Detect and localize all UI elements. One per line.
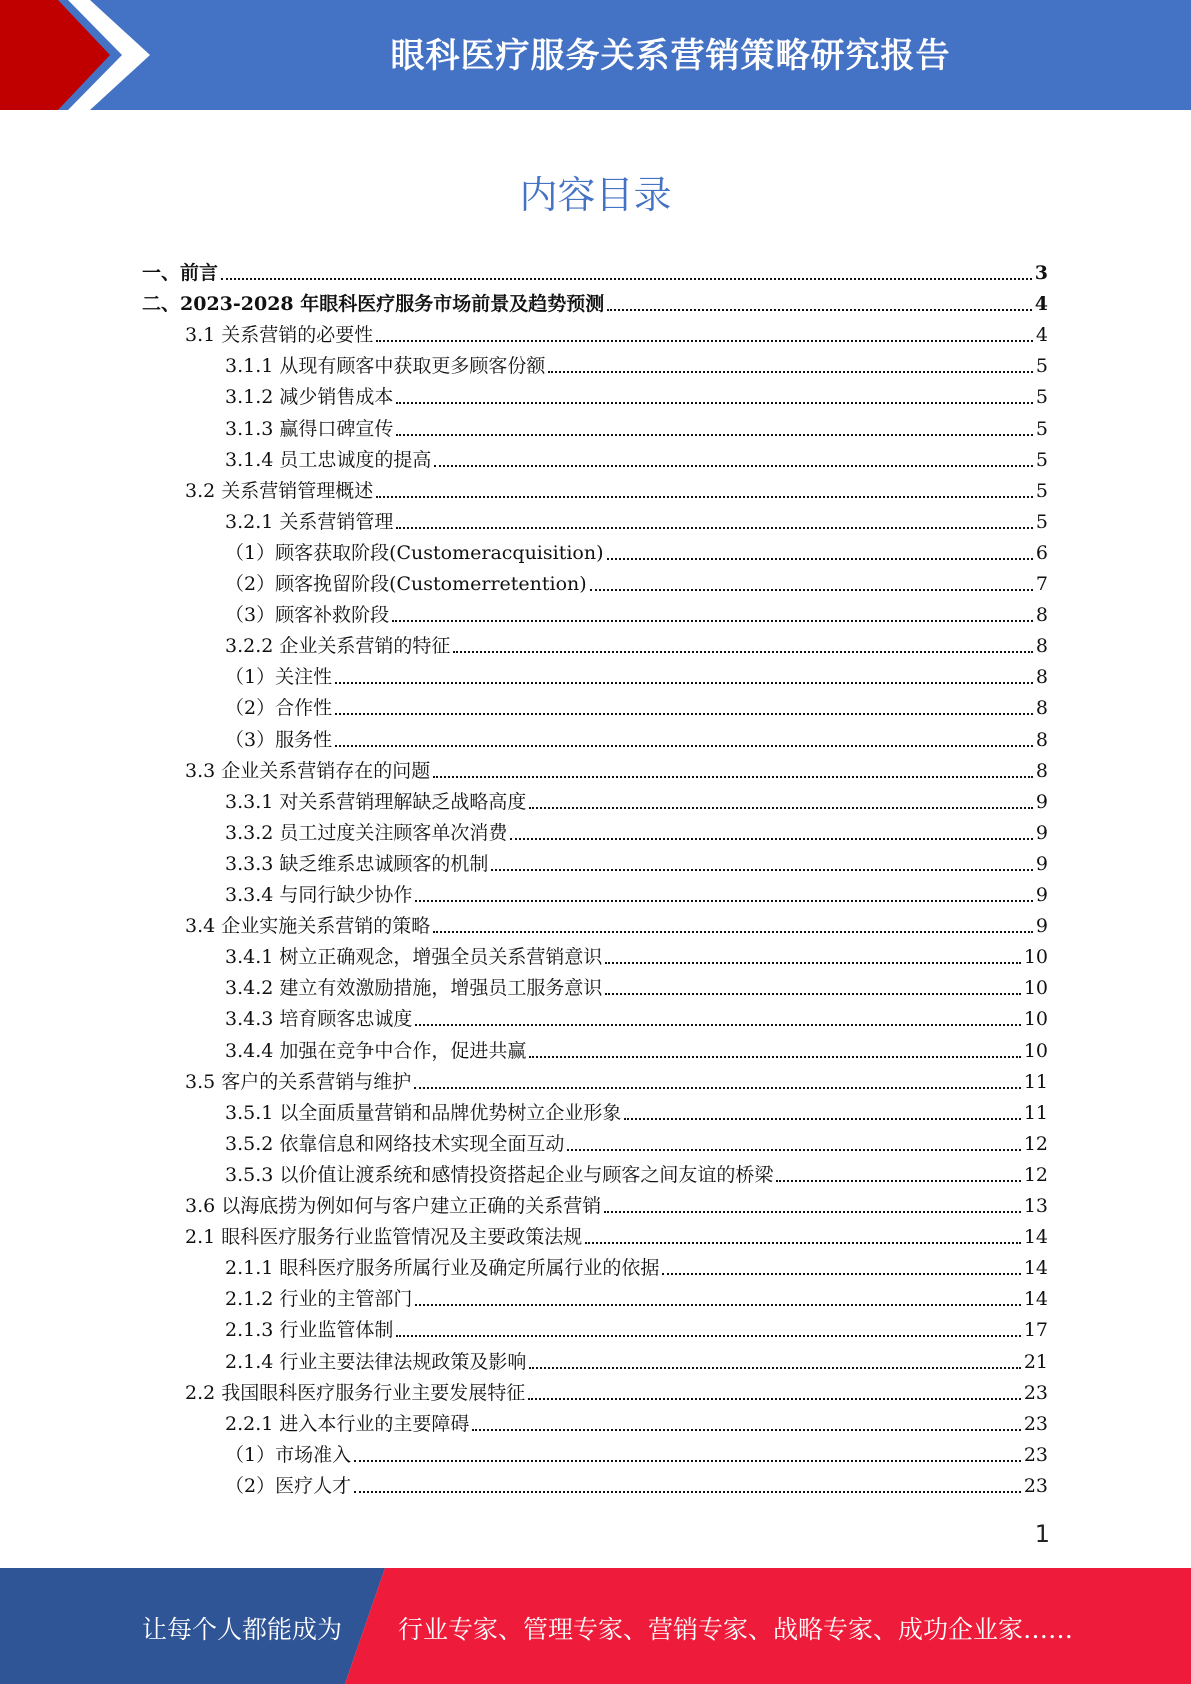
- toc-entry-page: 6: [1035, 541, 1048, 564]
- toc-entry-page: 14: [1023, 1226, 1048, 1249]
- toc-dot-leader: [396, 412, 1033, 436]
- toc-dot-leader: [605, 940, 1020, 964]
- toc-entry-page: 9: [1035, 790, 1048, 813]
- toc-entry[interactable]: [225, 626, 1048, 657]
- toc-entry[interactable]: [225, 1124, 1048, 1155]
- toc-dot-leader: [607, 536, 1033, 560]
- toc-dot-leader: [335, 723, 1033, 747]
- toc-entry-page: 10: [1023, 1008, 1048, 1031]
- toc-dot-leader: [396, 1313, 1020, 1337]
- toc-dot-leader: [415, 1002, 1020, 1026]
- toc-entry-label: 2.1.3 行业监管体制: [225, 1319, 396, 1341]
- toc-entry-label: 3.3.2 员工过度关注顾客单次消费: [225, 822, 510, 844]
- toc-entry[interactable]: [225, 1404, 1048, 1435]
- toc-entry-label: 3.2 关系营销管理概述: [185, 480, 376, 502]
- toc-entry-page: 12: [1023, 1132, 1048, 1155]
- toc-entry[interactable]: [225, 1342, 1048, 1373]
- toc-entry[interactable]: [225, 1093, 1048, 1124]
- toc-dot-leader: [392, 598, 1033, 622]
- toc-entry-page: 9: [1035, 852, 1048, 875]
- toc-entry-label: 2.2.1 进入本行业的主要障碍: [225, 1413, 472, 1435]
- footer-slogan-right: 行业专家、管理专家、营销专家、战略专家、成功企业家……: [398, 1615, 1074, 1644]
- toc-dot-leader: [607, 287, 1032, 311]
- toc-entry-page: 21: [1023, 1350, 1048, 1373]
- toc-entry-label: 3.3.4 与同行缺少协作: [225, 884, 415, 906]
- toc-entry-label: 二、2023-2028 年眼科医疗服务市场前景及趋势预测: [142, 293, 607, 315]
- toc-dot-leader: [491, 847, 1033, 871]
- toc-dot-leader: [335, 691, 1033, 715]
- toc-entry-label: 2.1.2 行业的主管部门: [225, 1288, 415, 1310]
- toc-entry[interactable]: [185, 906, 1048, 937]
- toc-entry[interactable]: [225, 1466, 1048, 1497]
- toc-dot-leader: [354, 1469, 1021, 1493]
- toc-entry[interactable]: [185, 1217, 1048, 1248]
- toc-entry-page: 4: [1034, 293, 1048, 316]
- toc-dot-leader: [528, 1376, 1021, 1400]
- toc-entry[interactable]: [225, 346, 1048, 377]
- toc-dot-leader: [453, 629, 1033, 653]
- toc-entry-label: 3.1.2 减少销售成本: [225, 386, 396, 408]
- toc-entry-label: 3.5.2 依靠信息和网络技术实现全面互动: [225, 1133, 567, 1155]
- toc-entry-page: 8: [1035, 666, 1048, 689]
- toc-dot-leader: [529, 1345, 1020, 1369]
- toc-entry-page: 12: [1023, 1163, 1048, 1186]
- toc-entry-label: 3.1 关系营销的必要性: [185, 324, 376, 346]
- toc-entry-page: 3: [1034, 262, 1048, 284]
- toc-entry-page: 14: [1023, 1257, 1048, 1280]
- toc-entry-page: 23: [1023, 1412, 1048, 1435]
- toc-entry[interactable]: [225, 999, 1048, 1030]
- toc-dot-leader: [415, 878, 1033, 902]
- toc-entry-label: 3.4.4 加强在竞争中合作，促进共赢: [225, 1040, 529, 1062]
- toc-entry[interactable]: [225, 657, 1048, 688]
- toc-entry-label: 3.4.3 培育顾客忠诚度: [225, 1008, 415, 1030]
- toc-entry-page: 5: [1035, 386, 1048, 409]
- toc-entry[interactable]: [185, 471, 1048, 502]
- toc-entry-page: 23: [1023, 1443, 1048, 1466]
- toc-dot-leader: [529, 1034, 1020, 1058]
- toc-entry[interactable]: [225, 1031, 1048, 1062]
- toc-entry[interactable]: [185, 1373, 1048, 1404]
- toc-entry[interactable]: [225, 1279, 1048, 1310]
- toc-entry-label: 3.4 企业实施关系营销的策略: [185, 915, 433, 937]
- toc-entry[interactable]: [225, 1310, 1048, 1341]
- footer-banner: [0, 1568, 1191, 1684]
- toc-entry-label: （1）顾客获取阶段(Customeracquisition): [225, 542, 607, 564]
- toc-dot-leader: [590, 567, 1033, 591]
- footer-slogan-left: 让每个人都能成为: [142, 1615, 343, 1644]
- toc-entry-label: 3.6 以海底捞为例如何与客户建立正确的关系营销: [185, 1195, 604, 1217]
- toc-entry[interactable]: [225, 875, 1048, 906]
- toc-entry-page: 8: [1035, 759, 1048, 782]
- toc-entry[interactable]: [185, 751, 1048, 782]
- toc-entry-page: 10: [1023, 1039, 1048, 1062]
- toc-entry-page: 10: [1023, 977, 1048, 1000]
- toc-entry-page: 5: [1035, 510, 1048, 533]
- toc-entry-label: 3.3.1 对关系营销理解缺乏战略高度: [225, 791, 529, 813]
- toc-entry[interactable]: [225, 377, 1048, 408]
- toc-dot-leader: [433, 754, 1033, 778]
- toc-entry-label: （3）服务性: [225, 729, 335, 751]
- toc-dot-leader: [472, 1407, 1020, 1431]
- toc-entry-page: 5: [1035, 417, 1048, 440]
- toc-entry-label: 2.1 眼科医疗服务行业监管情况及主要政策法规: [185, 1226, 585, 1248]
- toc-entry-label: 3.1.1 从现有顾客中获取更多顾客份额: [225, 355, 548, 377]
- toc-entry-page: 8: [1035, 635, 1048, 658]
- toc-entry-page: 7: [1035, 573, 1048, 595]
- toc-entry[interactable]: [185, 1186, 1048, 1217]
- toc-entry-page: 23: [1023, 1381, 1048, 1404]
- toc-entry[interactable]: [225, 409, 1048, 440]
- toc-dot-leader: [415, 1282, 1020, 1306]
- toc-entry-page: 17: [1023, 1319, 1048, 1342]
- toc-entry-page: 4: [1035, 324, 1048, 347]
- report-header: [0, 0, 1191, 110]
- toc-entry-page: 8: [1035, 697, 1048, 720]
- toc-entry-label: 3.3 企业关系营销存在的问题: [185, 760, 433, 782]
- toc-dot-leader: [585, 1220, 1021, 1244]
- page-number: 1: [1034, 1520, 1050, 1548]
- toc-entry-label: 2.1.1 眼科医疗服务所属行业及确定所属行业的依据: [225, 1257, 662, 1279]
- toc-entry-label: （2）医疗人才: [225, 1475, 354, 1497]
- toc-entry[interactable]: [225, 813, 1048, 844]
- toc-entry-page: 5: [1035, 448, 1048, 471]
- toc-entry-label: 3.5 客户的关系营销与维护: [185, 1071, 414, 1093]
- toc-entry-page: 13: [1023, 1195, 1048, 1217]
- toc-dot-leader: [662, 1251, 1020, 1275]
- report-title: 眼科医疗服务关系营销策略研究报告: [390, 36, 951, 76]
- toc-entry-label: （1）关注性: [225, 666, 335, 688]
- toc-dot-leader: [604, 1189, 1021, 1213]
- toc-entry[interactable]: [225, 440, 1048, 471]
- toc-entry-page: 14: [1023, 1288, 1048, 1311]
- toc-dot-leader: [221, 256, 1032, 280]
- toc-entry[interactable]: [225, 688, 1048, 719]
- toc-dot-leader: [776, 1158, 1020, 1182]
- toc-dot-leader: [396, 380, 1033, 404]
- toc-entry[interactable]: [225, 1248, 1048, 1279]
- toc-entry-page: 9: [1035, 884, 1048, 906]
- toc-entry-page: 5: [1035, 479, 1048, 502]
- toc-entry[interactable]: [225, 782, 1048, 813]
- toc-entry[interactable]: [225, 937, 1048, 968]
- toc-dot-leader: [605, 971, 1020, 995]
- toc-dot-leader: [433, 909, 1033, 933]
- toc-dot-leader: [434, 443, 1033, 467]
- toc-entry[interactable]: [225, 502, 1048, 533]
- toc-entry-label: 2.2 我国眼科医疗服务行业主要发展特征: [185, 1382, 528, 1404]
- toc-entry[interactable]: [225, 844, 1048, 875]
- toc-entry[interactable]: [225, 1155, 1048, 1186]
- toc-entry-label: 一、前言: [142, 262, 221, 284]
- toc-dot-leader: [548, 349, 1033, 373]
- toc-entry[interactable]: [142, 284, 1048, 315]
- toc-entry-label: 3.2.1 关系营销管理: [225, 511, 396, 533]
- toc-entry-label: 2.1.4 行业主要法律法规政策及影响: [225, 1351, 529, 1373]
- toc-entry-label: 3.5.1 以全面质量营销和品牌优势树立企业形象: [225, 1102, 624, 1124]
- toc-entry-label: （3）顾客补救阶段: [225, 604, 392, 626]
- toc-entry[interactable]: [225, 533, 1048, 564]
- toc-dot-leader: [529, 785, 1033, 809]
- toc-entry-label: 3.4.2 建立有效激励措施，增强员工服务意识: [225, 977, 605, 999]
- toc-dot-leader: [510, 816, 1033, 840]
- toc-dot-leader: [335, 660, 1033, 684]
- toc-entry-label: 3.2.2 企业关系营销的特征: [225, 635, 453, 657]
- toc-entry[interactable]: [225, 968, 1048, 999]
- toc-entry-page: 11: [1023, 1070, 1048, 1093]
- toc-entry-label: （2）顾客挽留阶段(Customerretention): [225, 573, 590, 595]
- toc-dot-leader: [624, 1096, 1020, 1120]
- toc-entry-page: 10: [1023, 946, 1048, 969]
- toc-entry-label: 3.1.4 员工忠诚度的提高: [225, 449, 434, 471]
- toc-dot-leader: [376, 318, 1033, 342]
- toc-entry-label: （1）市场准入: [225, 1444, 354, 1466]
- toc-entry-page: 8: [1035, 728, 1048, 751]
- toc-entry-label: 3.1.3 赢得口碑宣传: [225, 418, 396, 440]
- toc-entry-page: 9: [1035, 915, 1048, 938]
- toc-dot-leader: [567, 1127, 1020, 1151]
- toc-dot-leader: [414, 1065, 1021, 1089]
- toc-entry-label: 3.3.3 缺乏维系忠诚顾客的机制: [225, 853, 491, 875]
- toc-entry[interactable]: [225, 720, 1048, 751]
- toc-entry-page: 9: [1035, 821, 1048, 844]
- toc-heading: 内容目录: [519, 173, 672, 217]
- toc-entry-page: 5: [1035, 355, 1048, 378]
- toc-dot-leader: [376, 474, 1033, 498]
- toc-entry-page: 8: [1035, 604, 1048, 627]
- toc-entry[interactable]: [185, 315, 1048, 346]
- toc-entry-label: （2）合作性: [225, 697, 335, 719]
- toc-entry-page: 11: [1023, 1101, 1048, 1124]
- toc-entry[interactable]: [225, 564, 1048, 595]
- toc-entry-label: 3.4.1 树立正确观念，增强全员关系营销意识: [225, 946, 605, 968]
- toc-entry[interactable]: [142, 253, 1048, 284]
- toc-entry-page: 23: [1023, 1474, 1048, 1497]
- toc-entry-label: 3.5.3 以价值让渡系统和感情投资搭起企业与顾客之间友谊的桥梁: [225, 1164, 776, 1186]
- toc-dot-leader: [396, 505, 1033, 529]
- toc-entry[interactable]: [225, 595, 1048, 626]
- toc-dot-leader: [354, 1438, 1021, 1462]
- toc-entry[interactable]: [185, 1062, 1048, 1093]
- toc-entry[interactable]: [225, 1435, 1048, 1466]
